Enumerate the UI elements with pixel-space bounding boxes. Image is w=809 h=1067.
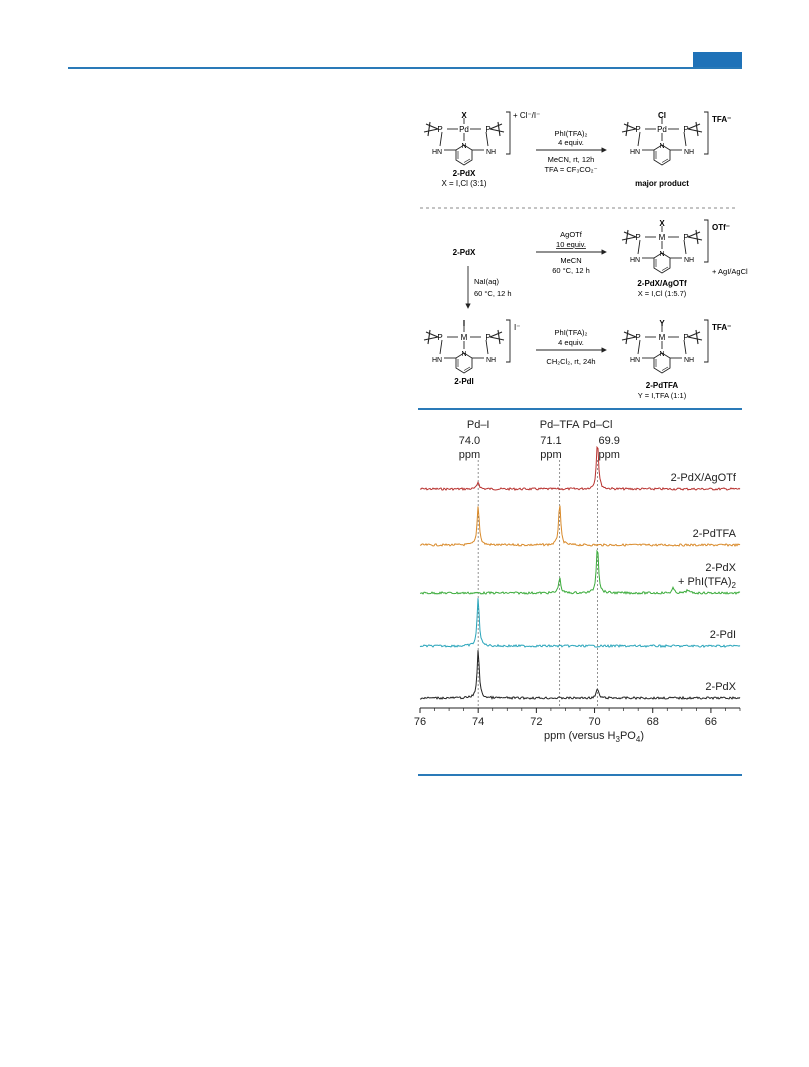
complex-2-PdTFA: [622, 319, 731, 400]
svg-text:I⁻: I⁻: [514, 323, 521, 332]
svg-text:Y: Y: [659, 319, 665, 328]
bottom-conditions: [536, 328, 606, 366]
svg-text:60 °C, 12 h: 60 °C, 12 h: [552, 266, 590, 275]
svg-text:P: P: [635, 333, 641, 342]
complex-2-PdX-top: [424, 111, 540, 188]
svg-text:AgOTf: AgOTf: [560, 230, 582, 239]
svg-text:Pd: Pd: [657, 125, 667, 134]
svg-text:NaI(aq): NaI(aq): [474, 277, 500, 286]
reference-label: Pd–Cl: [582, 419, 613, 431]
svg-text:NH: NH: [485, 149, 497, 156]
svg-text:HN: HN: [629, 257, 641, 264]
x-tick-label: 70: [588, 716, 601, 728]
reference-label: Pd–I: [466, 419, 490, 431]
svg-text:MeCN, rt, 12h: MeCN, rt, 12h: [547, 155, 595, 164]
svg-text:HN: HN: [629, 357, 641, 364]
x-tick-label: 76: [413, 716, 427, 728]
header-rule: [68, 67, 742, 69]
svg-text:NH: NH: [683, 149, 695, 156]
x-tick-label: 68: [646, 716, 659, 728]
svg-text:X: X: [659, 219, 665, 228]
figure-bottom-rule: [418, 774, 742, 776]
middle-conditions: [536, 230, 606, 275]
svg-text:P: P: [683, 233, 689, 242]
reference-unit: ppm: [458, 449, 481, 461]
svg-text:+ AgI/AgCl: + AgI/AgCl: [712, 267, 748, 276]
x-axis-title: ppm (versus $H_3PO_4$): [543, 730, 645, 744]
svg-text:M: M: [658, 333, 666, 342]
svg-text:Y = I,TFA (1:1): Y = I,TFA (1:1): [637, 391, 687, 400]
svg-text:HN: HN: [431, 357, 443, 364]
reaction-scheme: [418, 110, 748, 405]
svg-text:TFA⁻: TFA⁻: [712, 115, 732, 124]
series-label: 2-PdI: [709, 629, 736, 641]
svg-text:MeCN: MeCN: [560, 256, 582, 265]
svg-text:N: N: [659, 143, 665, 150]
svg-text:P: P: [683, 125, 689, 134]
complex-major-product: [622, 111, 731, 188]
counterion: + Cl⁻/I⁻: [513, 111, 541, 120]
svg-text:P: P: [635, 233, 641, 242]
complex-2-PdI: [424, 319, 520, 386]
svg-text:4 equiv.: 4 equiv.: [558, 338, 584, 347]
reference-value: 69.9: [598, 435, 620, 447]
x-tick-label: 72: [530, 716, 543, 728]
svg-text:P: P: [635, 125, 641, 134]
x-label: X: [461, 111, 467, 120]
svg-text:P: P: [485, 125, 491, 134]
svg-text:OTf⁻: OTf⁻: [712, 223, 730, 232]
svg-text:P: P: [437, 333, 443, 342]
svg-text:HN: HN: [431, 149, 443, 156]
reference-value: 74.0: [458, 435, 481, 447]
x-tick-label: 66: [704, 716, 718, 728]
svg-text:N: N: [461, 351, 467, 358]
svg-text:N: N: [659, 351, 665, 358]
svg-text:10 equiv.: 10 equiv.: [556, 240, 586, 249]
svg-text:60 °C, 12 h: 60 °C, 12 h: [474, 289, 512, 298]
reference-unit: ppm: [540, 449, 562, 461]
svg-text:NH: NH: [683, 257, 695, 264]
svg-text:M: M: [658, 233, 666, 242]
series-label: 2-PdTFA: [692, 528, 736, 540]
svg-text:N: N: [461, 143, 467, 150]
svg-text:N: N: [659, 251, 665, 258]
svg-text:P: P: [683, 333, 689, 342]
figure-top-rule: [418, 408, 742, 410]
nmr-spectrum-chart: [413, 412, 742, 744]
series-label: 2-PdX/AgOTf: [670, 472, 736, 484]
svg-text:2-PdI: 2-PdI: [454, 377, 474, 386]
reference-value: 71.1: [540, 435, 562, 447]
svg-text:X = I,Cl (1:5.7): X = I,Cl (1:5.7): [637, 289, 687, 298]
series-label: 2-PdX: [705, 681, 736, 693]
svg-text:Pd: Pd: [459, 125, 469, 134]
svg-text:4 equiv.: 4 equiv.: [558, 138, 584, 147]
svg-text:P: P: [437, 125, 443, 134]
svg-text:NH: NH: [683, 357, 695, 364]
svg-text:NH: NH: [485, 357, 497, 364]
complex-2-PdX-AgOTf: [622, 219, 748, 298]
reference-unit: ppm: [598, 449, 620, 461]
svg-text:Cl: Cl: [658, 111, 666, 120]
x-tick-label: 74: [472, 716, 485, 728]
svg-text:major product: major product: [635, 179, 689, 188]
svg-text:HN: HN: [629, 149, 641, 156]
reference-label: Pd–TFA: [539, 419, 580, 431]
svg-text:TFA⁻: TFA⁻: [712, 323, 732, 332]
svg-text:PhI(TFA)₂: PhI(TFA)₂: [554, 328, 588, 337]
svg-text:2-PdTFA: 2-PdTFA: [645, 381, 679, 390]
series-label: 2-PdX: [705, 562, 736, 574]
ratio: X = I,Cl (3:1): [441, 179, 487, 188]
down-conditions: [468, 266, 512, 308]
svg-text:TFA = CF₃CO₂⁻: TFA = CF₃CO₂⁻: [544, 165, 598, 174]
series-label-line2: + $PhI(TFA)_2$: [678, 576, 736, 590]
spectrum-trace: [420, 598, 740, 647]
middle-reactant: 2-PdX: [452, 248, 476, 257]
top-conditions: [536, 129, 606, 174]
svg-text:I: I: [462, 319, 466, 328]
svg-text:CH₂Cl₂, rt, 24h: CH₂Cl₂, rt, 24h: [546, 357, 596, 366]
svg-text:M: M: [460, 333, 468, 342]
svg-text:PhI(TFA)₂: PhI(TFA)₂: [554, 129, 588, 138]
spectrum-trace: [420, 650, 740, 699]
spectrum-trace: [420, 506, 740, 546]
compound-name: 2-PdX: [452, 169, 476, 178]
svg-text:P: P: [485, 333, 491, 342]
header-tab: [693, 52, 742, 67]
svg-text:2-PdX/AgOTf: 2-PdX/AgOTf: [637, 279, 687, 288]
